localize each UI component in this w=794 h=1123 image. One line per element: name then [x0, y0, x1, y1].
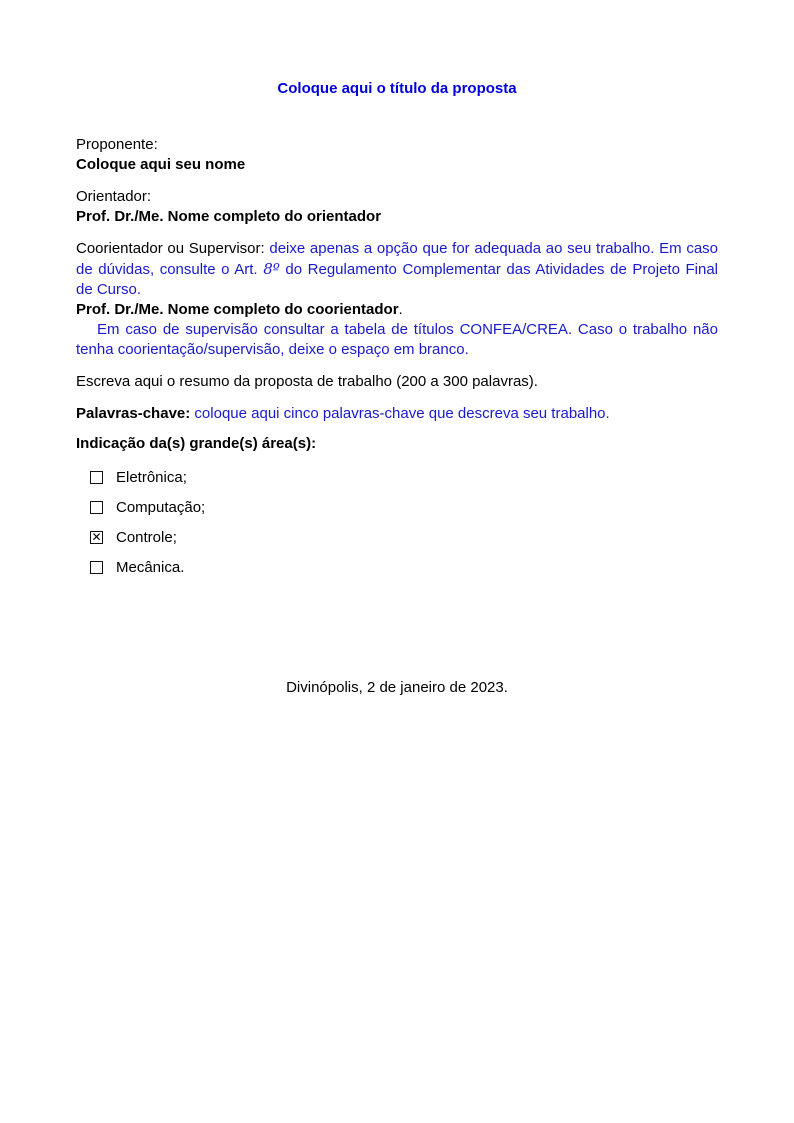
coorientador-name-suffix: . — [398, 301, 403, 318]
palavras-chave-label: Palavras-chave: — [76, 405, 191, 422]
checkbox-computacao[interactable] — [90, 501, 103, 514]
article-number: 8º — [263, 260, 280, 278]
city-date-line: Divinópolis, 2 de janeiro de 2023. — [286, 679, 508, 696]
proponente-block — [76, 135, 718, 175]
area-label-controle: Controle; — [116, 528, 177, 546]
areas-checkbox-list — [76, 462, 718, 582]
orientador-block — [76, 187, 718, 227]
proposal-title: Coloque aqui o título da proposta — [277, 80, 517, 97]
area-label-eletronica: Eletrônica; — [116, 468, 187, 486]
area-option-controle — [90, 522, 718, 552]
checkbox-controle[interactable] — [90, 531, 103, 544]
area-option-eletronica — [90, 462, 718, 492]
area-label-computacao: Computação; — [116, 498, 206, 516]
coorientador-instruction-part1: deixe apenas a opção que for adequada ao seu trabalho. Em caso de dúvidas, consulte o Art. — [76, 240, 719, 278]
proponente-label: Proponente: — [76, 136, 158, 153]
orientador-label: Orientador: — [76, 188, 152, 205]
orientador-name: Prof. Dr./Me. Nome completo do orientador — [76, 208, 382, 225]
checkbox-mecanica[interactable] — [90, 561, 103, 574]
coorientador-label: Coorientador ou Supervisor: — [76, 240, 265, 257]
coorientador-instruction-part2: do Regulamento Complementar das Atividades de Projeto Final de Curso. — [76, 261, 719, 298]
palavras-chave-block — [76, 404, 718, 424]
coorientador-block — [76, 239, 718, 300]
resumo-instruction: Escreva aqui o resumo da proposta de trabalho (200 a 300 palavras). — [76, 373, 538, 390]
checkbox-eletronica[interactable] — [90, 471, 103, 484]
area-option-mecanica — [90, 552, 718, 582]
area-option-computacao — [90, 492, 718, 522]
palavras-chave-value: coloque aqui cinco palavras-chave que descreva seu trabalho. — [194, 405, 610, 422]
coorientador-name-line — [76, 300, 718, 320]
areas-heading: Indicação da(s) grande(s) área(s): — [76, 435, 317, 452]
proponente-name: Coloque aqui seu nome — [76, 156, 246, 173]
coorientador-name: Prof. Dr./Me. Nome completo do coorientador — [76, 301, 399, 318]
coorientador-note: Em caso de supervisão consultar a tabela de títulos CONFEA/CREA. Caso o trabalho não tenha coorientação/supervisão, deixe o espaço em branco. — [76, 321, 718, 358]
area-label-mecanica: Mecânica. — [116, 558, 185, 576]
